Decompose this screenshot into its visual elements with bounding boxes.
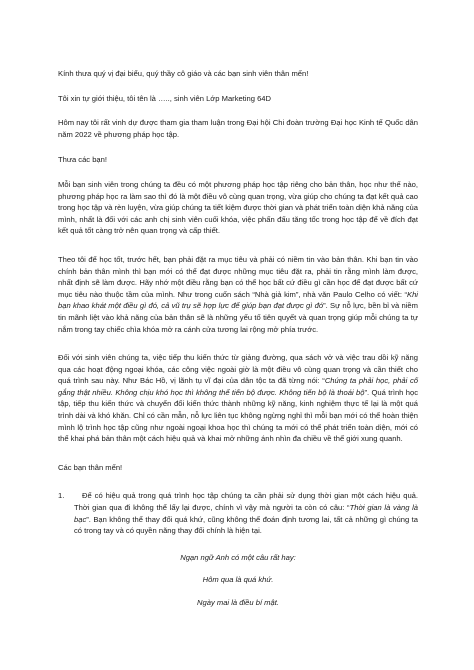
document-body xyxy=(58,68,418,609)
paragraph-learning-text-a: Đối với sinh viên chúng ta, việc tiếp thu kiến thức từ giảng đường, qua sách vở và việc trau dồi kỹ năng qua các hoạt động ngoại khóa, các công việc ngoài giờ là một điều vô cùng quan trọng và cần thiết cho quá trình sau này. Như Bác Hồ, vị lãnh tụ vĩ đại của dân tộc ta đã từng nói: “ xyxy=(58,353,418,386)
saying-line-2: Ngày mai là điều bí mật. xyxy=(197,598,279,607)
list-item-text xyxy=(74,490,418,536)
list-item-text-b: ”. Bạn không thể thay đổi quá khứ, cũng không thể đoán định tương lai, tất cả những gì chúng ta có trong tay và có quyền năng thay đổi chính là hiện tại. xyxy=(74,514,418,536)
address-line-2: Các bạn thân mến! xyxy=(58,462,123,472)
occasion-paragraph: Hôm nay tôi rất vinh dự được tham gia tham luận trong Đại hội Chi đoàn trường Đại học Kinh tế Quốc dân năm 2022 về phương pháp học tập. xyxy=(58,118,418,139)
self-introduction: Tôi xin tự giới thiệu, tôi tên là ….., sinh viên Lớp Marketing 64D xyxy=(58,93,271,103)
paragraph-goals xyxy=(58,254,418,335)
list-item-number: 1. xyxy=(58,491,65,501)
saying-intro: Ngạn ngữ Anh có một câu rất hay: xyxy=(180,552,296,562)
list-item-text-a: Để có hiệu quả trong quá trình học tập chúng ta cần phải sử dụng thời gian một cách hiệu quả. Thời gian qua đi không thể lấy lại được, chính vì vậy mà người ta còn có câu: “ xyxy=(74,491,418,513)
time-quote: Thời gian là vàng là bạc xyxy=(74,503,418,524)
saying-line-1: Hôm qua là quá khứ. xyxy=(202,575,274,585)
address-line: Thưa các bạn! xyxy=(58,155,107,165)
paragraph-methods: Mỗi bạn sinh viên trong chúng ta đều có một phương pháp học tập riêng cho bản thân, học như thế nào, phương pháp học ra làm sao thì đó là một điều vô cùng quan trọng, vừa giúp cho chúng ta đạt kết quả cao trong học tập và rèn luyện, vừa giúp chúng ta tiết kiệm được thời gian và phát triển toàn diện khả năng của mình, nhất là đối với các anh chị sinh viên cuối khóa, việc phấn đấu tăng tốc trong học tập để về đích đạt kết quả tốt càng trở nên quan trọng và cấp thiết. xyxy=(58,179,418,236)
paragraph-learning xyxy=(58,352,418,445)
list-item xyxy=(58,490,418,536)
paragraph-goals-text-a: Theo tôi để học tốt, trước hết, bạn phải đặt ra mục tiêu và phải có niềm tin vào bản thân. Khi bạn tin vào chính bản thân mình thì bạn mới có thể đạt được những mục tiêu đặt ra, phải tin rằng mình làm được, nhất định sẽ làm được. Hãy nhớ một điều rằng bạn có thể học bất cứ điều gì cần học để đạt được bất cứ mục tiêu nào thuộc tầm của mình. Như trong cuốn sách “Nhà giả kim”, nhà văn Paulo Celho có viết: “ xyxy=(58,254,418,299)
paragraph-goals-text-b: ”. Sự nỗ lực, bền bỉ và niềm tin mãnh liệt vào khả năng của bản thân sẽ là những yếu tố tiên quyết và quan trọng giúp mỗi chúng ta tự nắm trong tay chiếc chìa khóa mở ra cánh cửa tương lai rộng mở phía trước. xyxy=(58,301,418,334)
greeting: Kính thưa quý vị đại biểu, quý thầy cô giáo và các bạn sinh viên thân mến! xyxy=(58,69,309,78)
ho-chi-minh-quote: Chúng ta phải học, phải cố gắng thật nhiều. Không chịu khó học thì không thể tiến bộ được. Không tiến bộ là thoái bộ xyxy=(58,376,418,397)
paragraph-learning-text-b: ”. Quá trình học tập, tiếp thu kiến thức và chuyển đổi kiến thức thành những kỹ năng, kinh nghiệm thực tế lại là một quá trình dài và khó khăn. Chỉ có cần mẫn, nỗ lực liên tục không ngừng nghỉ thì mỗi bạn mới có thể hoàn thiện mình lộ trình học tập cũng như ngoài ngoại khoa học thì chúng ta mới có thể phát triển toàn diện, mới có thể khai phá bản thân một cách hiệu quả và khai mở những ánh nhìn đa chiều về thế giới xung quanh. xyxy=(58,387,418,444)
alchemist-quote: Khi bạn khao khát một điều gì đó, cả vũ trụ sẽ hợp lực để giúp bạn đạt được gì đó xyxy=(58,289,418,311)
